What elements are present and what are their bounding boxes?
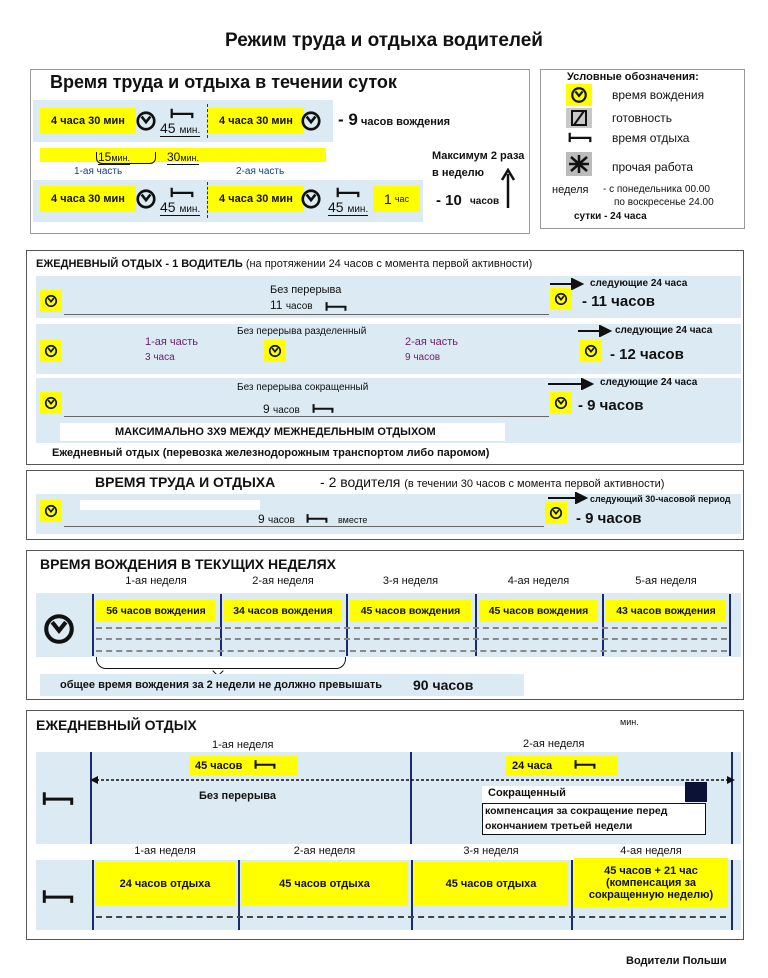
driving-marker xyxy=(550,288,572,310)
week-label: 1-ая неделя xyxy=(125,575,187,587)
bed-icon xyxy=(42,888,74,904)
rest1-heading: ЕЖЕДНЕВНЫЙ ОТДЫХ - 1 ВОДИТЕЛЬ (на протяжении 24 часов с момента первой активности) xyxy=(36,258,533,270)
two-week-total: 90 часов xyxy=(413,677,474,693)
legend-ready: готовность xyxy=(612,111,672,125)
weeks-heading: ВРЕМЯ ВОЖДЕНИЯ В ТЕКУЩИХ НЕДЕЛЯХ xyxy=(40,556,336,572)
no-break: Без перерыва xyxy=(199,790,276,802)
clock-icon xyxy=(44,294,58,308)
week-2-label: 2-ая неделя xyxy=(523,738,585,750)
rest-45h-block: 45 часов xyxy=(190,756,298,776)
compensation-2: окончанием третьей недели xyxy=(485,820,633,832)
result-9h: - 9 часов xyxy=(578,397,644,414)
rest-week-label: 1-ая неделя xyxy=(134,845,196,857)
rest-week-label: 3-я неделя xyxy=(463,845,519,857)
split-label: Без перерыва разделенный xyxy=(237,326,367,337)
week-driving-block: 56 часов вождения xyxy=(96,600,216,622)
driving-marker xyxy=(40,500,62,522)
ten-hours: - 10 xyxy=(436,192,462,209)
week-label: 5-ая неделя xyxy=(635,575,697,587)
per-week: в неделю xyxy=(432,167,485,179)
up-arrow-icon xyxy=(500,168,516,208)
part-1-label: 1-ая часть xyxy=(145,336,199,348)
reduced: Сокращенный xyxy=(488,787,566,799)
driving-block: 4 часа 30 мин xyxy=(208,108,304,134)
weekly-rest-heading: ЕЖЕДНЕВНЫЙ ОТДЫХ xyxy=(36,717,197,733)
hours-label: часов xyxy=(273,405,300,416)
split-30: 30 xyxy=(167,150,181,164)
hours-label: часов xyxy=(470,196,500,207)
min-unit: мин. xyxy=(179,204,201,215)
legend-driving: время вождения xyxy=(612,88,705,102)
min-label: мин. xyxy=(620,717,639,727)
driving-marker xyxy=(264,340,286,362)
part-1-value: 3 часа xyxy=(145,352,175,363)
right-arrow-icon xyxy=(548,492,588,504)
rest-week-block: 45 часов + 21 час (компенсация за сокращенную неделю) xyxy=(574,858,728,908)
result-11h: - 11 часов xyxy=(582,293,655,310)
rest-45-value: 45 xyxy=(160,120,176,136)
clock-icon xyxy=(135,110,157,132)
rest2-value: 9 xyxy=(258,512,265,526)
legend-other: прочая работа xyxy=(612,160,694,174)
rest-week-label: 4-ая неделя xyxy=(620,845,682,857)
together-label: вместе xyxy=(338,515,368,525)
max-3x9: МАКСИМАЛЬНО 3X9 МЕЖДУ МЕЖНЕДЕЛЬНЫМ ОТДЫХОМ xyxy=(115,426,436,438)
hours-label: часов xyxy=(268,515,295,526)
ferry-note: Ежедневный отдых (перевозка железнодорожным транспортом либо паромом) xyxy=(52,447,490,459)
rest-week-block: 24 часов отдыха xyxy=(95,862,235,906)
driving-block: 4 часа 30 мин xyxy=(208,186,304,212)
rest-11-value: 11 xyxy=(270,298,283,312)
reduced-label: Без перерыва сокращенный xyxy=(237,382,369,393)
bed-icon xyxy=(568,130,592,144)
part-1: 1-ая часть xyxy=(74,166,123,177)
bed-icon xyxy=(336,185,360,199)
bed-icon xyxy=(574,758,596,770)
part-2-value: 9 часов xyxy=(405,352,441,363)
rest-week-block: 45 часов отдыха xyxy=(414,862,568,906)
part-2-label: 2-ая часть xyxy=(405,336,459,348)
hours-label: часов xyxy=(285,301,313,312)
clock-icon xyxy=(300,188,322,210)
next-24h: следующие 24 часа xyxy=(600,377,698,388)
range-arrow xyxy=(350,650,727,652)
part-2: 2-ая часть xyxy=(236,166,285,177)
bed-icon xyxy=(325,300,347,312)
split-15: 15 xyxy=(98,150,112,164)
week-label: 4-ая неделя xyxy=(507,575,570,587)
double-arrow xyxy=(90,774,735,786)
week-label: 2-ая неделя xyxy=(252,575,314,587)
range-arrow xyxy=(96,627,727,629)
rest-45-value: 45 xyxy=(160,199,176,215)
nine-hours: - 9 xyxy=(338,110,358,129)
clock-icon xyxy=(42,612,76,646)
driving-marker xyxy=(40,340,62,362)
right-arrow-icon xyxy=(578,325,612,337)
next-24h: следующие 24 часа xyxy=(615,325,713,336)
clock-icon xyxy=(549,506,563,520)
week-driving-block: 34 часов вождения xyxy=(224,600,342,622)
clock-icon xyxy=(44,344,58,358)
week-driving-block: 43 часов вождения xyxy=(606,600,726,622)
two-week-note: общее время вождения за 2 недели не должно превышать xyxy=(60,679,382,691)
week-driving-block: 45 часов вождения xyxy=(479,600,598,622)
clock-icon xyxy=(44,504,58,518)
clock-icon xyxy=(44,396,58,410)
driving-hours-label: часов вождения xyxy=(361,116,451,128)
clock-icon xyxy=(554,396,568,410)
bed-icon xyxy=(42,790,74,806)
clock-icon xyxy=(135,188,157,210)
next-30h: следующий 30-часовой период xyxy=(590,494,731,504)
rest2-drivers: - 2 водителя (в течении 30 часов с момента первой активности) xyxy=(320,474,665,490)
min-unit: мин. xyxy=(180,153,200,163)
min-unit: мин. xyxy=(179,125,201,136)
bed-icon xyxy=(254,758,276,770)
clock-icon xyxy=(570,86,588,104)
min-unit: мин. xyxy=(347,204,369,215)
next-24h: следующие 24 часа xyxy=(590,278,688,289)
driving-marker xyxy=(40,392,62,414)
right-arrow-icon xyxy=(550,278,584,290)
bed-icon xyxy=(312,402,334,414)
week-label: 3-я неделя xyxy=(382,575,439,587)
driving-block: 4 часа 30 мин xyxy=(40,186,136,212)
ready-icon xyxy=(566,108,592,128)
rest-24h-block: 24 часа xyxy=(506,756,618,776)
bed-icon xyxy=(306,512,328,524)
one-hour-block: 1 час xyxy=(373,186,420,212)
rest-45-value: 45 xyxy=(328,199,344,215)
legend-week-desc2: по воскресенье 24.00 xyxy=(614,197,714,208)
other-work-icon xyxy=(566,152,592,176)
clock-icon xyxy=(554,292,568,306)
driving-marker xyxy=(550,392,572,414)
driving-marker xyxy=(40,290,62,312)
week-driving-block: 45 часов вождения xyxy=(350,600,471,622)
range-arrow xyxy=(96,916,726,918)
clock-icon xyxy=(300,110,322,132)
driving-marker xyxy=(545,502,567,524)
no-break-label: Без перерыва xyxy=(270,284,342,296)
legend-rest: время отдыха xyxy=(612,131,690,145)
page-title: Режим труда и отдыха водителей xyxy=(225,30,543,51)
legend-week: неделя xyxy=(552,184,589,196)
rest-9-value: 9 xyxy=(263,402,270,416)
range-arrow xyxy=(96,650,345,652)
legend-driving-swatch xyxy=(566,84,592,106)
bed-icon xyxy=(170,106,194,120)
right-arrow-icon xyxy=(548,378,594,390)
week-1-label: 1-ая неделя xyxy=(212,739,274,751)
bed-icon xyxy=(170,185,194,199)
clock-icon xyxy=(584,344,598,358)
footer: Водители Польши xyxy=(626,955,727,967)
min-unit: мин. xyxy=(111,153,131,163)
rest2-heading: ВРЕМЯ ТРУДА И ОТДЫХА xyxy=(95,474,276,490)
result-12h: - 12 часов xyxy=(610,346,684,363)
daily-heading: Время труда и отдыха в течении суток xyxy=(50,72,397,92)
legend-title: Условные обозначения: xyxy=(567,71,699,83)
clock-icon xyxy=(268,344,282,358)
compensation-1: компенсация за сокращение перед xyxy=(485,805,668,817)
range-arrow xyxy=(96,638,727,640)
rest-week-block: 45 часов отдыха xyxy=(241,862,408,906)
rest-week-label: 2-ая неделя xyxy=(293,845,356,857)
result-9h-2: - 9 часов xyxy=(576,510,642,527)
legend-week-desc1: - с понедельника 00.00 xyxy=(603,184,710,195)
max-twice: Максимум 2 раза xyxy=(432,150,525,162)
driving-marker xyxy=(580,340,602,362)
legend-day: сутки - 24 часа xyxy=(574,211,647,222)
driving-block: 4 часа 30 мин xyxy=(40,108,136,134)
